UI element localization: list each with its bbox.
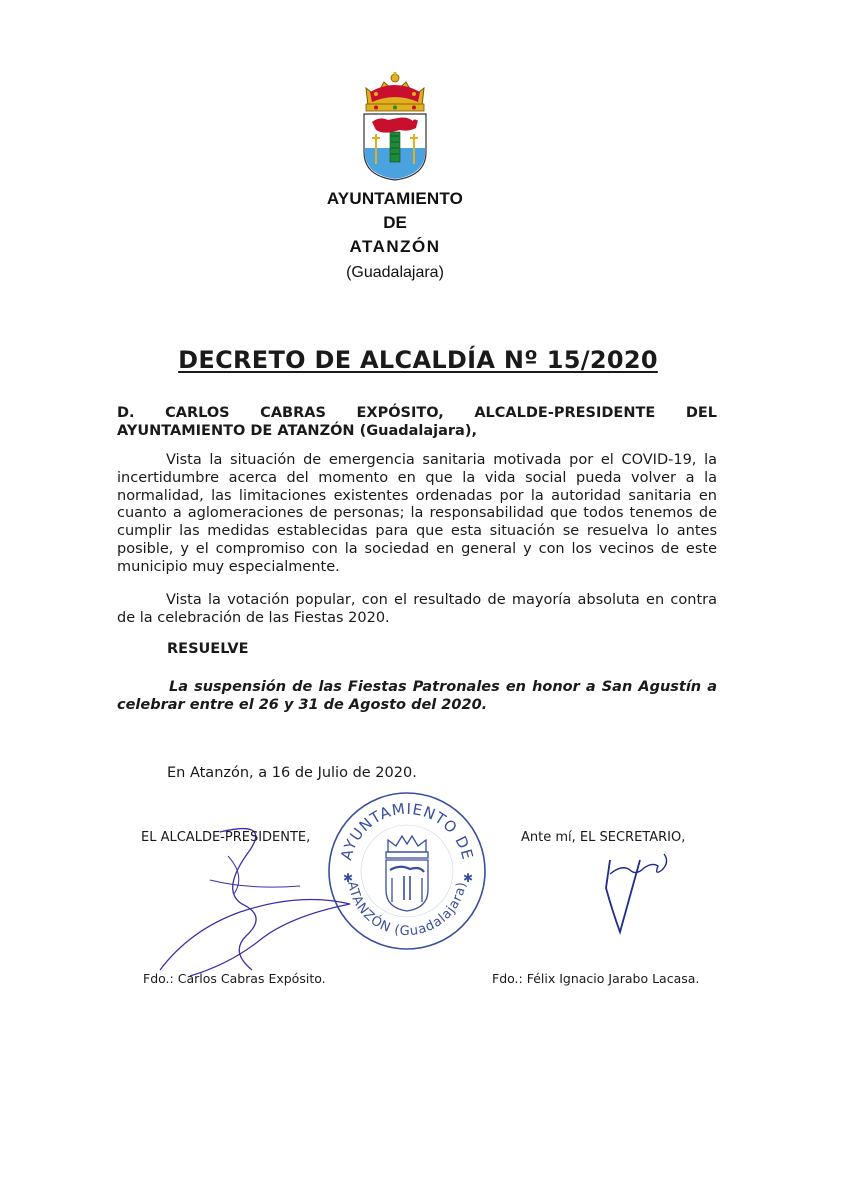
intro-paragraph: D. CARLOS CABRAS EXPÓSITO, ALCALDE-PRESIDENTE DEL AYUNTAMIENTO DE ATANZÓN (Guadalajara),	[117, 405, 717, 439]
seal-text-bottom: ATANZÓN (Guadalajara)	[344, 880, 470, 940]
recital-paragraph-2: Vista la votación popular, con el resultado de mayoría absoluta en contra de la celebración de las Fiestas 2020.	[117, 592, 717, 626]
org-name-line3: ATANZÓN	[349, 237, 441, 256]
secretary-name-label: Fdo.: Félix Ignacio Jarabo Lacasa.	[492, 971, 700, 986]
coat-of-arms-icon	[358, 72, 432, 182]
secretary-signature-icon	[596, 840, 676, 940]
org-name-line1: AYUNTAMIENTO	[326, 189, 464, 208]
resolution-paragraph: La suspensión de las Fiestas Patronales en honor a San Agustín a celebrar entre el 26 y 31 de Agosto del 2020.	[117, 679, 717, 713]
secretary-role-label: Ante mí, EL SECRETARIO,	[521, 830, 686, 845]
recital-paragraph-1: Vista la situación de emergencia sanitaria motivada por el COVID-19, la incertidumbre acerca del momento en que la vida social pueda volver a la normalidad, las limitaciones existentes ordenadas por la autoridad sanitaria en cuanto a aglomeraciones de personas; la responsabilidad que todos tenemos de cumplir las medidas establecidas para que esta situación se resuelva lo antes posible, y el compromiso con la sociedad en general y con los vecinos de este municipio muy especialmente.	[117, 452, 717, 575]
svg-text:✱: ✱	[463, 871, 474, 885]
decree-title: DECRETO DE ALCALDÍA Nº 15/2020	[178, 346, 658, 374]
resolution-text: La suspensión de las Fiestas Patronales en honor a San Agustín a celebrar entre el 26 y 31 de Agosto del 2020	[117, 679, 717, 713]
svg-text:✱: ✱	[343, 871, 354, 885]
place-date: En Atanzón, a 16 de Julio de 2020.	[167, 765, 417, 781]
resuelve-heading: RESUELVE	[167, 641, 249, 657]
org-province: (Guadalajara)	[346, 264, 444, 281]
seal-text-top: AYUNTAMIENTO DE	[337, 799, 477, 863]
org-name-line2: DE	[383, 213, 407, 232]
mayor-role-label: EL ALCALDE-PRESIDENTE,	[141, 830, 311, 845]
mayor-name-label: Fdo.: Carlos Cabras Expósito.	[143, 971, 326, 986]
municipality-header	[300, 186, 490, 285]
